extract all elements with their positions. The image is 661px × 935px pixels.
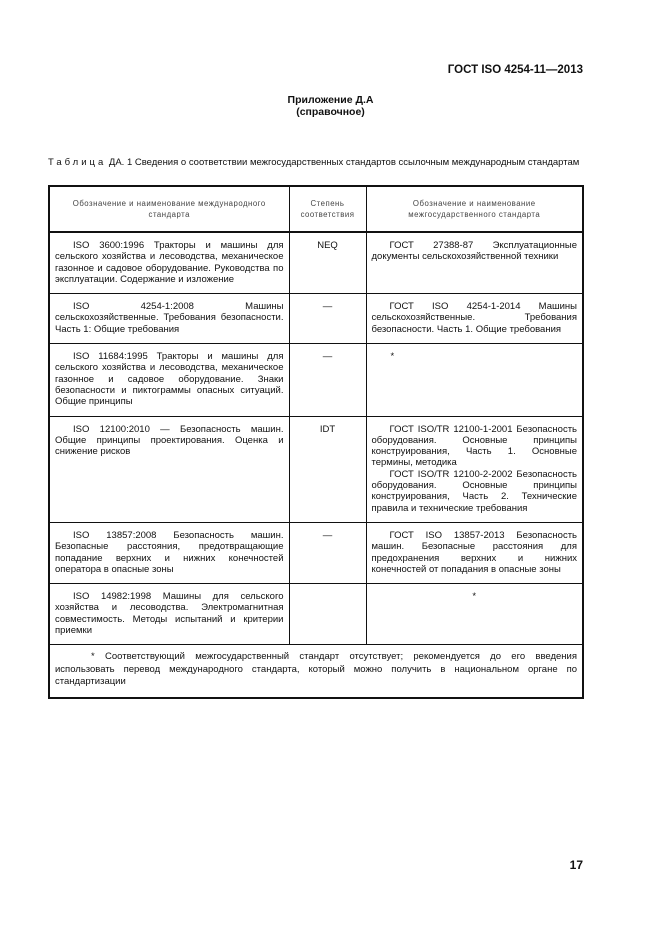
document-code: ГОСТ ISO 4254-11—2013	[447, 64, 583, 76]
appendix-heading	[0, 94, 661, 118]
table-caption	[48, 157, 582, 169]
national-standard-entry: *	[472, 591, 477, 603]
national-standard-cell	[366, 232, 583, 294]
intl-standard-cell: ISO 14982:1998 Машины для сельского хозяйства и лесоводства. Электромагнитная совместимость. Методы испытаний и критерии приемки	[49, 584, 289, 645]
header-degree: Степень соответствия	[289, 186, 366, 232]
standards-correspondence-table	[48, 185, 584, 699]
table-body	[49, 232, 583, 645]
header-intl-standard: Обозначение и наименование международного стандарта	[49, 186, 289, 232]
table-row	[49, 584, 583, 645]
degree-cell: NEQ	[289, 232, 366, 294]
national-standard-entry: *	[390, 351, 395, 363]
intl-standard-cell: ISO 4254-1:2008 Машины сельскохозяйственные. Требования безопасности. Часть 1: Общие требования	[49, 294, 289, 344]
national-standard-entry: ГОСТ ISO/TR 12100-1-2001 Безопасность оборудования. Основные принципы конструирования, Часть 1. Основные термины, методика	[371, 423, 577, 469]
header-national-standard: Обозначение и наименование межгосударственного стандарта	[366, 186, 583, 232]
table-row	[49, 344, 583, 416]
appendix-title: Приложение Д.А	[287, 94, 374, 106]
national-standard-entry: ГОСТ ISO 13857-2013 Безопасность машин. Безопасные расстояния для предохранения верхних и нижних конечностей от попадания в опасные зоны	[371, 529, 577, 575]
degree-cell: —	[289, 294, 366, 344]
table-footnote-row	[49, 645, 583, 698]
table-row	[49, 294, 583, 344]
national-standard-entry: ГОСТ ISO 4254-1-2014 Машины сельскохозяйственные. Требования безопасности. Часть 1. Общие требования	[371, 301, 577, 335]
national-standard-cell	[366, 522, 583, 583]
degree-cell	[289, 584, 366, 645]
table-caption-label: Таблица	[48, 157, 107, 168]
intl-standard-cell: ISO 11684:1995 Тракторы и машины для сельского хозяйства и лесоводства, механическое газонное и садовое оборудование. Знаки безопасности и пиктограммы опасных ситуаций. Общие принципы	[49, 344, 289, 416]
appendix-subtitle: (справочное)	[296, 106, 365, 118]
table-row	[49, 416, 583, 522]
national-standard-entry: ГОСТ 27388-87 Эксплуатационные документы сельскохозяйственной техники	[371, 240, 577, 263]
table-footnote: * Соответствующий межгосударственный стандарт отсутствует; рекомендуется до его введения использовать перевод международного стандарта, который можно получить в национальном органе по стандартизации	[49, 645, 583, 698]
degree-cell: IDT	[289, 416, 366, 522]
national-standard-cell	[366, 294, 583, 344]
degree-cell: —	[289, 522, 366, 583]
national-standard-cell	[366, 344, 583, 416]
national-standard-cell	[366, 584, 583, 645]
table-row	[49, 522, 583, 583]
national-standard-entry: ГОСТ ISO/TR 12100-2-2002 Безопасность оборудования. Основные принципы конструирования, Часть 2. Технические правила и технические требования	[371, 468, 577, 514]
intl-standard-cell: ISO 13857:2008 Безопасность машин. Безопасные расстояния, предотвращающие попадание верхних и нижних конечностей оператора в опасные зоны	[49, 522, 289, 583]
table-row	[49, 232, 583, 294]
intl-standard-cell: ISO 12100:2010 — Безопасность машин. Общие принципы проектирования. Оценка и снижение рисков	[49, 416, 289, 522]
page-number: 17	[569, 858, 583, 872]
intl-standard-cell: ISO 3600:1996 Тракторы и машины для сельского хозяйства и лесоводства, механическое газонное и садовое оборудование. Руководства по эксплуатации. Содержание и изложение	[49, 232, 289, 294]
table-caption-text: ДА. 1 Сведения о соответствии межгосударственных стандартов ссылочным международным стандартам	[108, 157, 580, 168]
national-standard-cell	[366, 416, 583, 522]
degree-cell: —	[289, 344, 366, 416]
